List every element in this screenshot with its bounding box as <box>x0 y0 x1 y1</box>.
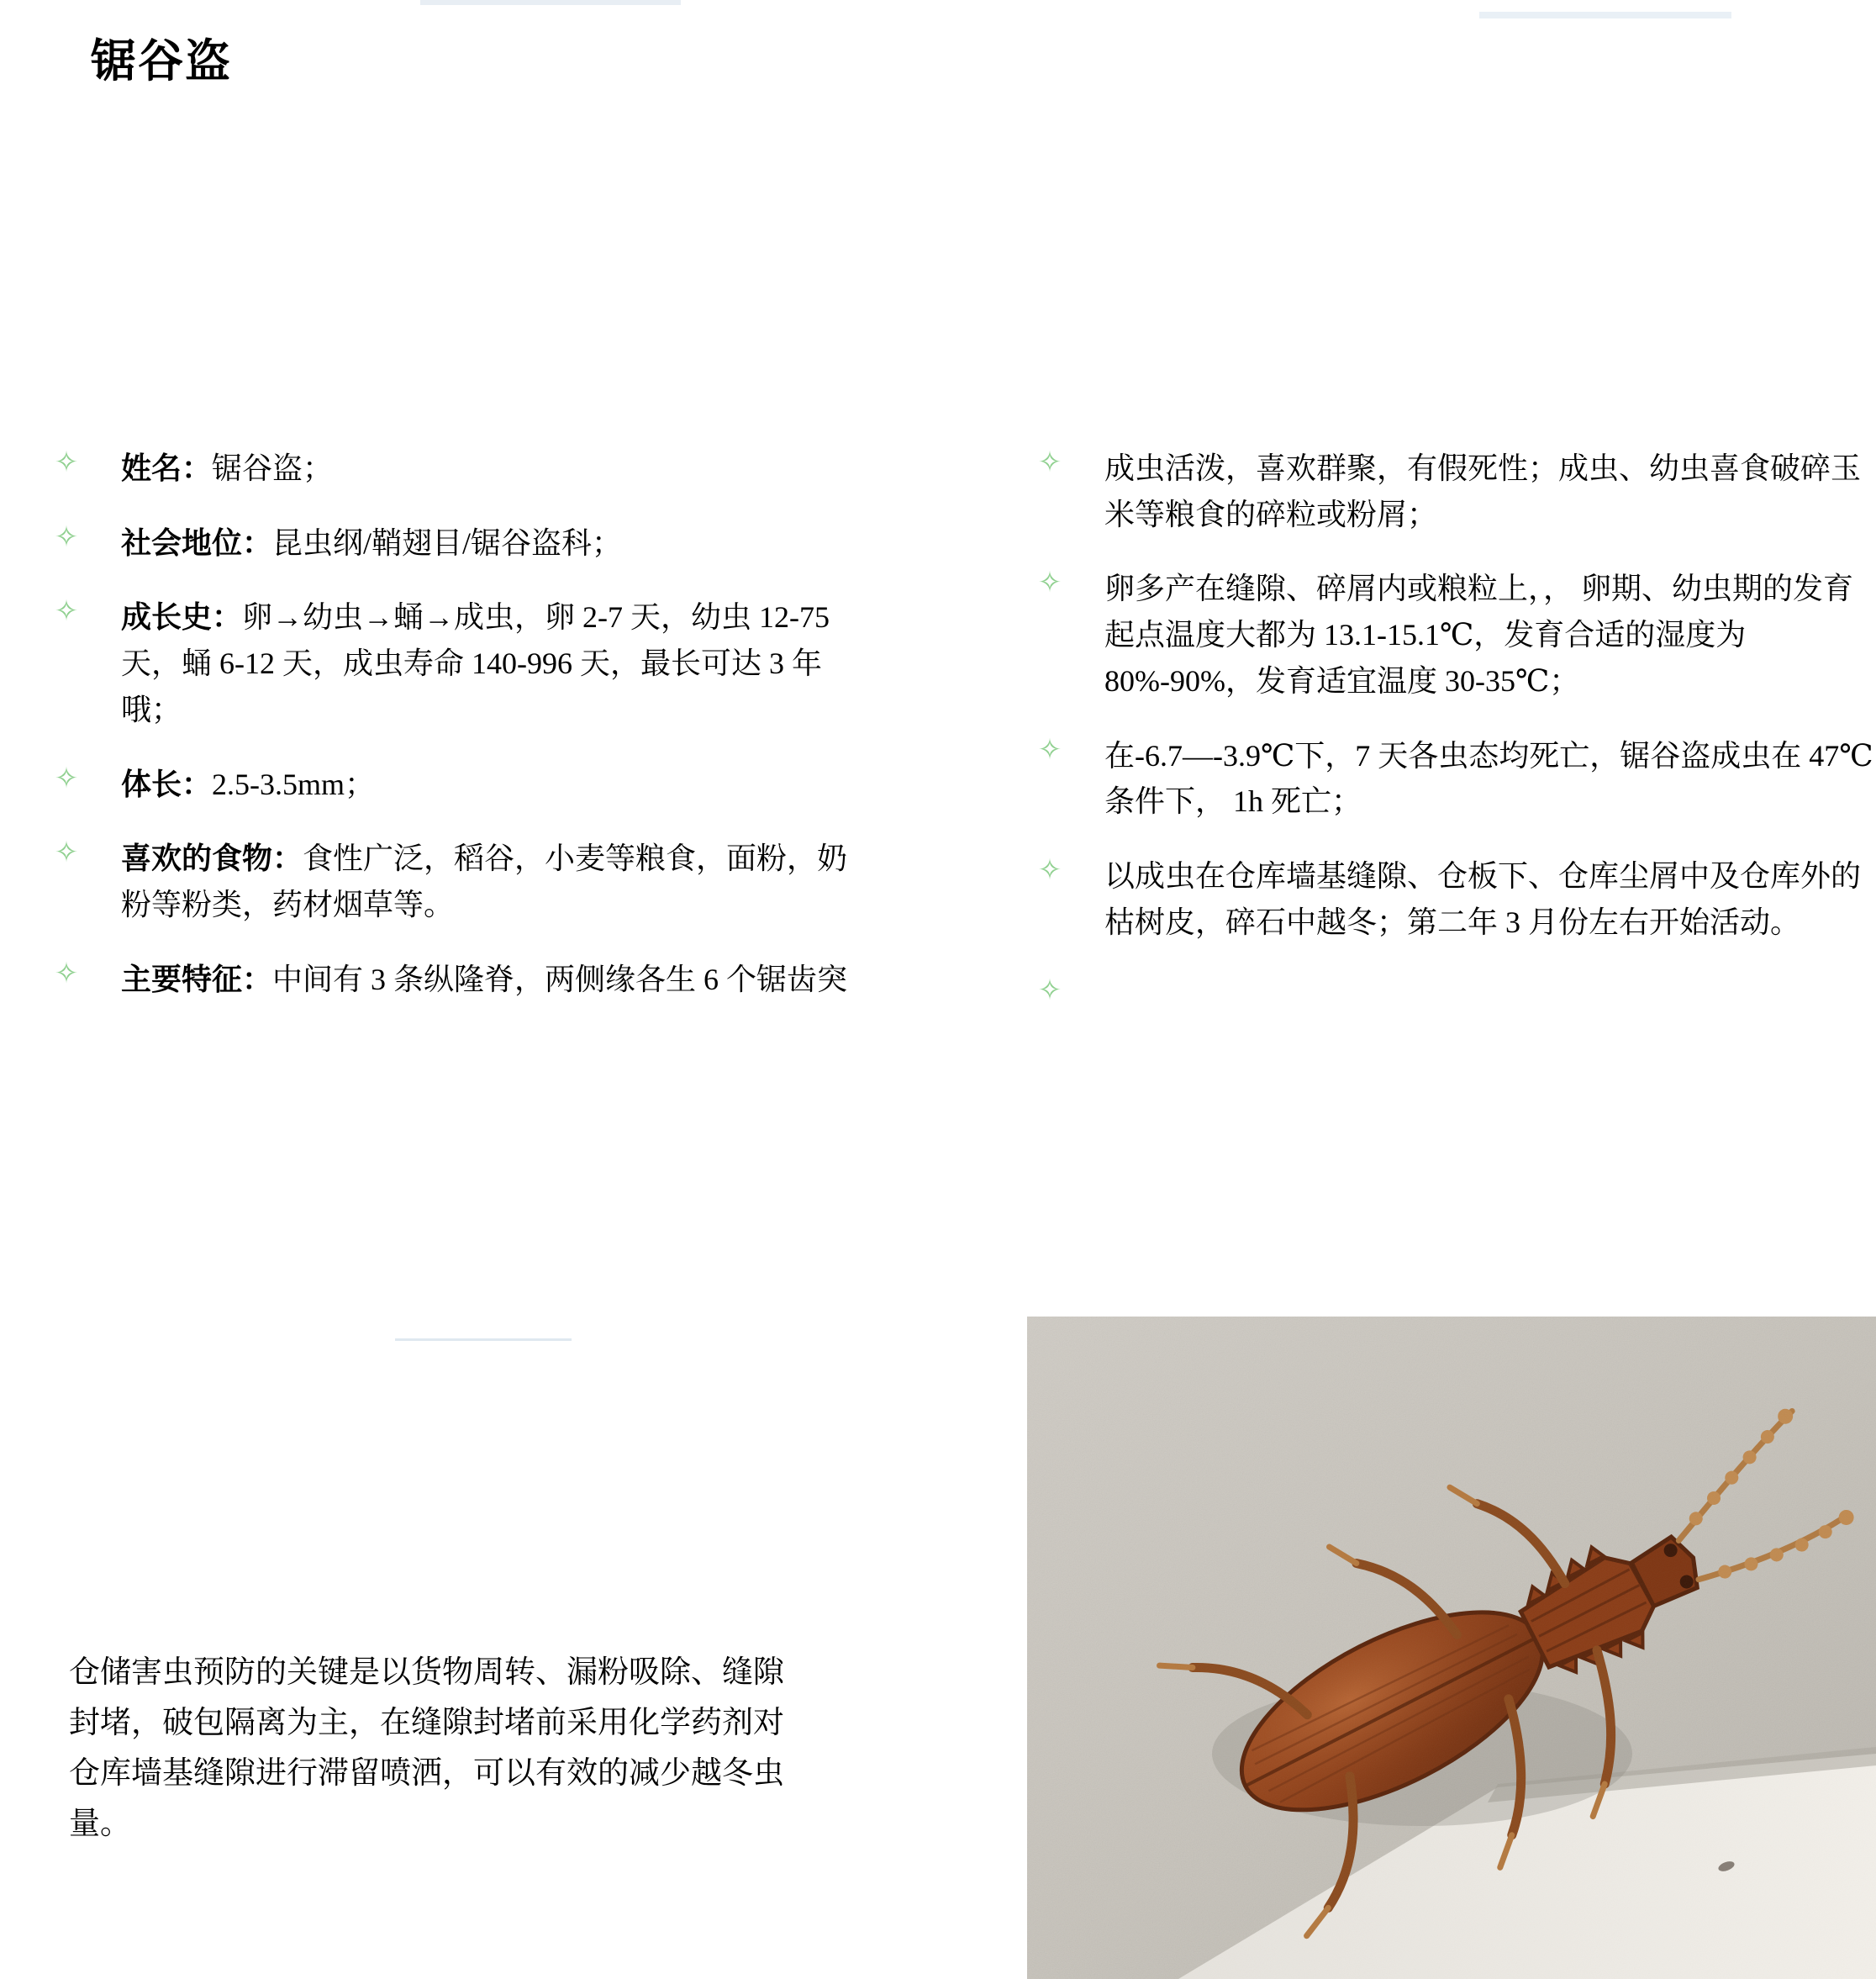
item-label: 喜欢的食物： <box>121 841 303 876</box>
list-item <box>44 836 851 927</box>
bullet-diamond-icon: ✧ <box>54 763 79 794</box>
item-text: 食性广泛，稻谷，小麦等粮食，面粉，奶粉等粉类，药材烟草等。 <box>121 842 848 922</box>
item-text: 成虫活泼，喜欢群聚，有假死性；成虫、幼虫喜食破碎玉米等粮食的碎粒或粉屑； <box>1104 451 1862 531</box>
bullet-diamond-icon: ✧ <box>54 521 79 553</box>
item-label: 主要特征： <box>121 961 273 996</box>
prevention-note: 仓储害虫预防的关键是以货物周转、漏粉吸除、缝隙封堵，破包隔离为主，在缝隙封堵前采用化学药剂对仓库墙基缝隙进行滞留喷洒，可以有效的减少越冬虫量。 <box>69 1655 784 1841</box>
bullet-diamond-icon: ✧ <box>54 447 79 478</box>
right-bullet-list <box>1027 446 1876 1007</box>
item-text: 昆虫纲/鞘翅目/锯谷盗科； <box>272 525 623 560</box>
item-text: 以成虫在仓库墙基缝隙、仓板下、仓库尘屑中及仓库外的枯树皮，碎石中越冬；第二年 3 月份左右开始活动。 <box>1104 859 1862 939</box>
item-label: 姓名： <box>121 451 213 485</box>
beetle-photo <box>1027 1317 1876 1979</box>
list-item <box>1027 566 1876 704</box>
list-item <box>44 520 851 567</box>
page-title: 锯谷盗 <box>91 36 232 87</box>
list-item <box>44 446 851 492</box>
list-item <box>1027 733 1876 825</box>
bullet-diamond-icon: ✧ <box>54 596 79 628</box>
item-label: 体长： <box>121 766 213 801</box>
top-decorative-bar-left <box>420 0 681 5</box>
bullet-diamond-icon: ✧ <box>1037 734 1062 766</box>
item-text: 2.5-3.5mm； <box>212 767 376 801</box>
list-item <box>1027 974 1876 1007</box>
list-item <box>44 762 851 808</box>
item-text: 卵多产在缝隙、碎屑内或粮粒上，， 卵期、幼虫期的发育起点温度大都为 13.1-15.1℃，发育合适的湿度为 80%-90%，发育适宜温度 30-35℃； <box>1104 572 1854 698</box>
item-text: 锯谷盗； <box>212 451 334 485</box>
list-item <box>44 594 851 732</box>
item-label: 成长史： <box>121 599 243 635</box>
left-bullet-list <box>44 446 851 1002</box>
item-text: 卵→幼虫→蛹→成虫，卵 2-7 天，幼虫 12-75 天，蛹 6-12 天，成虫寿命 140-996 天，最长可达 3 年哦； <box>121 600 830 726</box>
left-column <box>44 446 851 1031</box>
top-decorative-bar-right <box>1479 12 1731 18</box>
item-text: 在-6.7—-3.9℃下，7 天各虫态均死亡，锯谷盗成虫在 47℃条件下， 1h 死亡； <box>1104 738 1873 819</box>
bullet-diamond-icon: ✧ <box>54 837 79 869</box>
right-column <box>1027 446 1876 1036</box>
bullet-diamond-icon: ✧ <box>1037 567 1062 599</box>
item-label: 社会地位： <box>121 525 273 560</box>
bullet-diamond-icon: ✧ <box>1037 855 1062 887</box>
bullet-diamond-icon: ✧ <box>54 958 79 990</box>
item-text: 中间有 3 条纵隆脊，两侧缘各生 6 个锯齿突 <box>272 962 848 996</box>
beetle-photo-image <box>1027 1317 1876 1979</box>
list-item <box>44 957 851 1003</box>
list-item <box>1027 853 1876 945</box>
bullet-diamond-icon: ✧ <box>1037 975 1062 1007</box>
middle-divider-rule <box>395 1338 572 1341</box>
bullet-diamond-icon: ✧ <box>1037 447 1062 478</box>
list-item <box>1027 446 1876 537</box>
